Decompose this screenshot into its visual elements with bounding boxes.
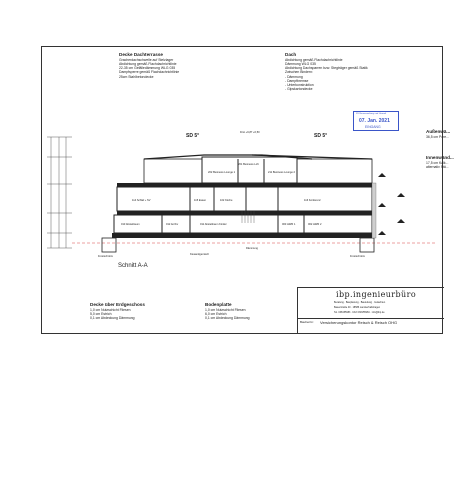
note-line: - Unterkonstruktion	[285, 83, 314, 88]
level-markers	[378, 173, 405, 235]
note-dach	[285, 52, 368, 92]
note-line: - Dampfbremse	[285, 78, 309, 83]
note-title: Innenwänd...	[426, 155, 454, 160]
note-title: Dach	[285, 52, 297, 57]
note-title: Bodenplatte	[205, 302, 232, 307]
plan-sheet	[41, 46, 454, 334]
note-dachterrasse	[119, 52, 179, 79]
note-line: 0,1 cm Abdeckung Dämmung	[205, 316, 250, 321]
title-block-divider	[298, 318, 444, 319]
note-innenwand	[426, 155, 454, 169]
room-label: 102 Küche	[220, 199, 233, 202]
note-line: Zwischen Bindern:	[285, 70, 313, 75]
office-line: Beratung · Bauplanung · Bauleitung · Gutachten	[334, 301, 386, 304]
room-label: 202 Business Lounge 1	[208, 171, 236, 174]
upper-floor	[202, 157, 297, 183]
client-name: Versicherungskontor Reisch & Reisch OHG	[320, 320, 398, 325]
frostschuerze-right: Frostschürze	[350, 255, 365, 258]
room-label: 012 Archiv	[166, 223, 179, 226]
stamp-authority: ZU Bauverwaltung und Umwelt	[356, 113, 387, 115]
note-title: Decke Dachterrasse	[119, 52, 163, 57]
note-title: Decke über Erdgeschoss	[90, 302, 145, 307]
note-line: Dampfsperre gemäß Flachdachrichtlinie	[119, 70, 180, 75]
title-block	[297, 287, 444, 334]
note-line: 17,5 cm Kalk...	[426, 160, 449, 165]
room-label: 116 Konferenz	[304, 199, 321, 202]
dimension-chain-left	[47, 137, 72, 248]
note-aussenwand	[426, 129, 450, 139]
room-label: 115 Essen	[194, 199, 207, 202]
slab-eg	[117, 211, 372, 215]
roof-pitch-left: SD 5°	[186, 133, 200, 139]
received-stamp	[353, 111, 399, 131]
kiesandgemisch-label: Kiesandgemisch	[190, 253, 210, 256]
note-line: Abdichtung Dachsparren bzw. Stegträger gemäß Statik	[285, 66, 368, 71]
note-line: 1,0 cm Nutzschicht Fliesen	[205, 307, 246, 312]
note-line: 6,0 cm Estrich	[205, 311, 227, 316]
note-line: 25cm Stahlbetondecke	[119, 74, 154, 79]
note-line: Abdichtung gemäß Flachdachrichtlinie	[285, 57, 343, 62]
room-label: 013 Abstellraum	[121, 223, 140, 226]
note-line: 0,1 cm Abdeckung Dämmung	[90, 316, 135, 321]
note-line: Dämmung WLG 035	[285, 61, 316, 66]
note-line: 5,0 cm Estrich	[90, 311, 112, 316]
note-line: - Dämmung	[285, 74, 303, 79]
office-name: ibp.ingenieurbüro	[336, 290, 417, 299]
note-line: - Gipskartondecke	[285, 87, 313, 92]
note-line: alternativ Stä...	[426, 164, 449, 169]
office-line: Tel. 038155983 · FAX 038155984 · info@ibp.de	[334, 311, 385, 314]
room-label: 002 HWR 2	[308, 223, 322, 226]
stamp-date: 07. Jan. 2021	[359, 118, 390, 124]
daemmung-label: Dämmung	[246, 247, 258, 250]
note-title: Außenwä...	[426, 129, 451, 134]
room-label: 011 Abstellraum Kinder	[200, 223, 227, 226]
frostschuerze-left: Frostschürze	[98, 255, 113, 258]
room-label: 114 Schlaf + SV	[132, 199, 151, 202]
client-label: Bauherrin:	[300, 320, 314, 324]
office-line: Bauerstraße 40 · 18586 Lanckerhaltshagen	[334, 306, 381, 309]
section-title: Schnitt A-A	[118, 263, 148, 269]
room-label: 211 Business Lounge 2	[268, 171, 295, 174]
stamp-label: EINGANG	[365, 125, 381, 129]
note-line: 1,0 cm Nutzschicht Fliesen	[90, 307, 131, 312]
note-line: Abdichtung gemäß Flachdachrichtlinie	[119, 61, 177, 66]
note-erdgeschoss	[90, 302, 145, 320]
note-line: 22-35 cm Gefälledämmung WLG 035	[119, 66, 176, 71]
note-line: Gracherdachschwelle auf Stelzlager	[119, 57, 174, 62]
slab-og	[117, 183, 372, 187]
note-bodenplatte	[205, 302, 249, 320]
room-label: 201 Business Loft	[238, 163, 259, 166]
roof-pitch-right: SD 5°	[314, 133, 328, 139]
note-line: 36,5 cm Pore...	[426, 134, 449, 139]
slab-ug	[112, 233, 374, 238]
level-top: First +9,87 +6,50	[240, 131, 260, 134]
room-label: 003 HWR 1	[282, 223, 296, 226]
